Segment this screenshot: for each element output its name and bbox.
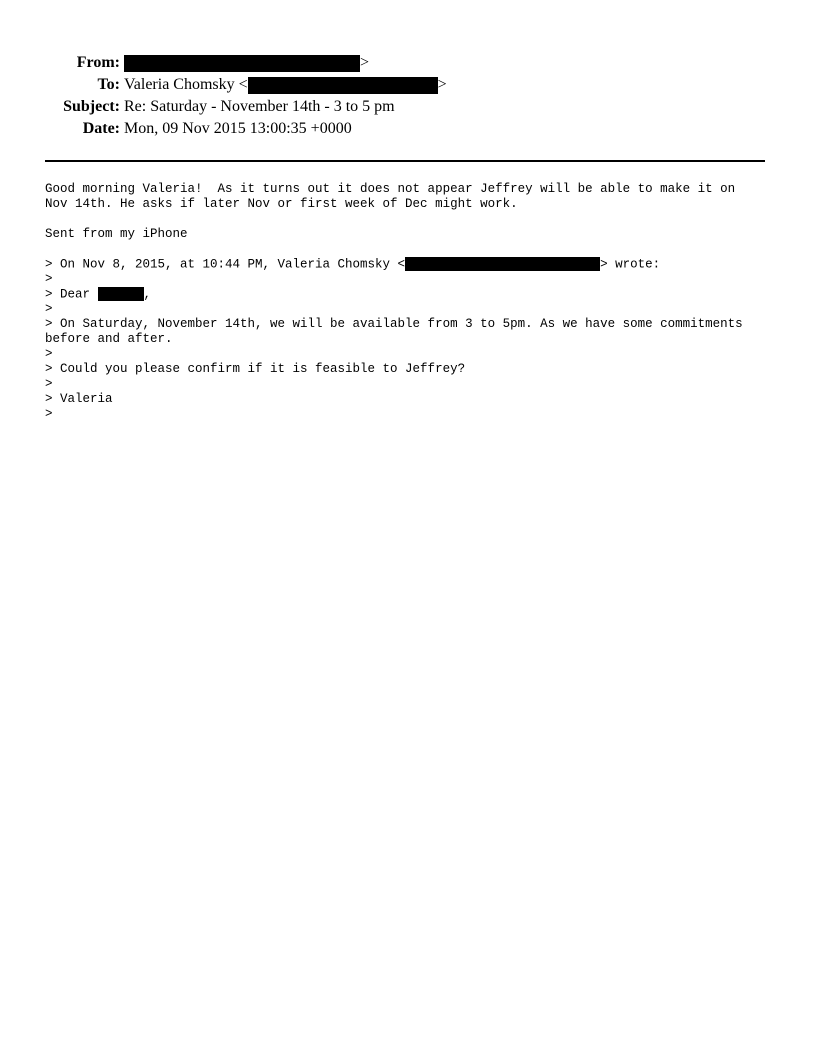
redaction-box: [124, 55, 360, 72]
quote-line: before and after.: [45, 332, 173, 346]
quote-line: > Valeria: [45, 392, 113, 406]
from-label: From:: [76, 54, 120, 71]
quote-marker-line: >: [45, 302, 53, 316]
from-row: [0, 52, 816, 74]
from-suffix: >: [360, 54, 370, 71]
redaction-box: [405, 257, 600, 271]
redaction-box: [98, 287, 144, 301]
signature-line: Sent from my iPhone: [45, 227, 188, 241]
header-divider: [45, 160, 765, 162]
subject-row: [0, 96, 816, 118]
date-label: Date:: [82, 120, 120, 137]
redaction-box: [248, 77, 438, 94]
to-value: [124, 74, 447, 96]
quote-marker-line: >: [45, 407, 53, 421]
body-line: Good morning Valeria! As it turns out it does not appear Jeffrey will be able to make it on: [45, 182, 736, 196]
to-row: [0, 74, 816, 96]
from-value: [124, 52, 369, 74]
quote-marker-line: >: [45, 347, 53, 361]
quote-intro-prefix: > On Nov 8, 2015, at 10:44 PM, Valeria Chomsky <: [45, 257, 406, 272]
subject-value: Re: Saturday - November 14th - 3 to 5 pm: [124, 98, 395, 115]
subject-label: Subject:: [63, 98, 120, 115]
to-name: Valeria Chomsky <: [124, 76, 248, 93]
dear-prefix: > Dear: [45, 287, 98, 302]
blank-line: [45, 212, 785, 227]
body-line: Nov 14th. He asks if later Nov or first week of Dec might work.: [45, 197, 518, 211]
to-suffix: >: [437, 76, 447, 93]
quote-intro-suffix: > wrote:: [600, 257, 661, 272]
quote-marker-line: >: [45, 272, 53, 286]
blank-line: [45, 242, 785, 257]
dear-suffix: ,: [143, 287, 152, 302]
quote-line: > On Saturday, November 14th, we will be available from 3 to 5pm. As we have some commitments: [45, 317, 743, 331]
date-value: Mon, 09 Nov 2015 13:00:35 +0000: [124, 120, 352, 137]
date-row: [0, 118, 816, 140]
quote-line: > Could you please confirm if it is feasible to Jeffrey?: [45, 362, 466, 376]
email-body: [45, 182, 785, 422]
quote-marker-line: >: [45, 377, 53, 391]
to-label: To:: [97, 76, 120, 93]
email-header: [0, 52, 816, 140]
quote-dear-line: [45, 287, 785, 302]
quote-intro-line: [45, 257, 785, 272]
